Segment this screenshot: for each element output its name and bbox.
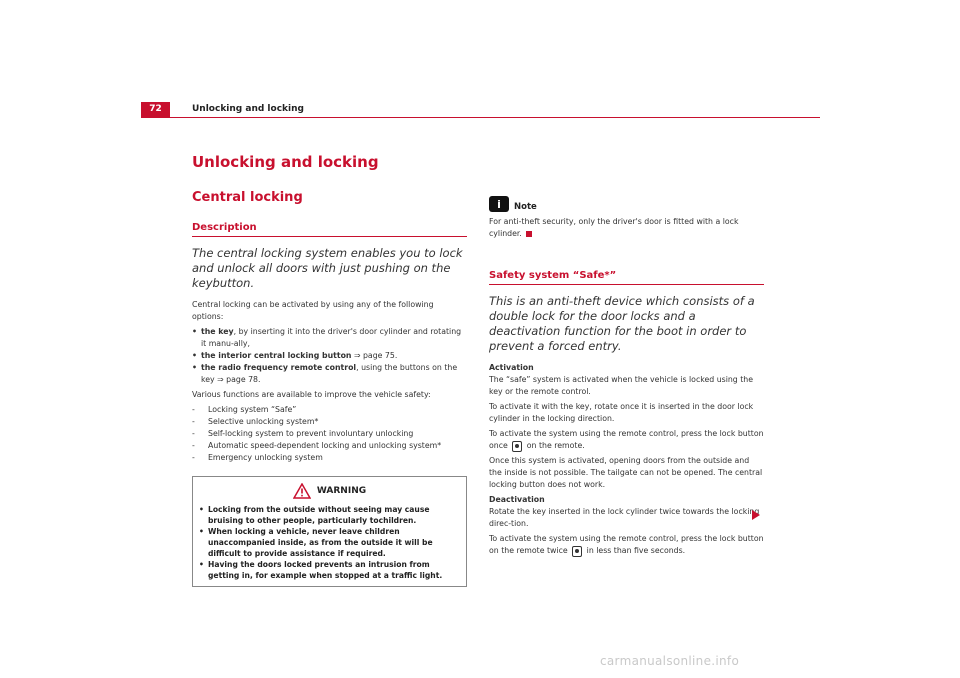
note-text: For anti-theft security, only the driver's door is fitted with a lock cylinder. [489, 217, 739, 238]
activation-text: The “safe” system is activated when the vehicle is locked using the key or the remote control. [489, 375, 754, 396]
function-text: Emergency unlocking system [208, 453, 323, 462]
activation-text-part: on the remote. [526, 441, 585, 450]
option-item [192, 350, 467, 362]
right-column [489, 196, 764, 560]
warning-title: WARNING [316, 486, 367, 496]
bullet-icon: • [192, 351, 197, 360]
activation-heading: Activation [489, 363, 534, 372]
function-item: - Self-locking system to prevent involuntary unlocking [192, 429, 414, 438]
header-rule [170, 117, 820, 118]
function-item: - Emergency unlocking system [192, 453, 323, 462]
left-column [192, 222, 467, 587]
deactivation-text: Rotate the key inserted in the lock cylinder twice towards the locking direc-tion. [489, 507, 760, 528]
deactivation-text [489, 533, 764, 557]
description-heading: Description [192, 222, 467, 237]
functions-intro: Various functions are available to improve the vehicle safety: [192, 390, 431, 399]
deactivation-text-part: in less than five seconds. [586, 546, 686, 555]
warning-item: • Having the doors locked prevents an intrusion from getting in, for example when stopped at a traffic light. [199, 559, 460, 581]
watermark: carmanualsonline.info [600, 654, 740, 668]
deactivation-heading: Deactivation [489, 495, 545, 504]
lock-button-icon [512, 441, 522, 452]
options-intro: Central locking can be activated by using any of the following options: [192, 300, 434, 321]
warning-item: • Locking from the outside without seeing may cause bruising to other people, particularly tochildren. [199, 504, 460, 526]
chapter-title: Unlocking and locking [192, 153, 379, 171]
bullet-icon: • [192, 327, 197, 336]
option-bold: the interior central locking button [201, 351, 352, 360]
bullet-icon: • [192, 363, 197, 372]
warning-triangle-icon [293, 483, 311, 499]
note-body [489, 216, 764, 240]
option-item [192, 326, 467, 350]
option-item [192, 362, 467, 386]
description-body [192, 299, 467, 464]
end-of-section-icon [526, 231, 532, 237]
lock-button-icon [572, 546, 582, 557]
option-text: , by inserting it into the driver's door cylinder and rotating it manu-ally, [201, 327, 462, 348]
safe-system-heading: Safety system “Safe*” [489, 270, 764, 285]
info-icon: i [489, 196, 509, 212]
section-title: Central locking [192, 190, 303, 205]
function-text: Self-locking system to prevent involuntary unlocking [208, 429, 414, 438]
description-lead: The central locking system enables you to lock and unlock all doors with just pushing on the keybutton. [192, 246, 463, 290]
warning-box [192, 476, 467, 587]
option-text: ⇒ page 75. [351, 351, 398, 360]
activation-text-part: To activate the system using the remote control, press the lock button once [489, 429, 764, 450]
next-page-arrow-icon[interactable] [752, 510, 760, 520]
activation-text: Once this system is activated, opening doors from the outside and the inside is not possible. The tailgate can not be opened. The central locking button does not work. [489, 456, 763, 489]
activation-text: To activate it with the key, rotate once it is inserted in the door lock cylinder in the locking direction. [489, 402, 754, 423]
deactivation-text-part: To activate the system using the remote control, press the lock button on the remote twice [489, 534, 764, 555]
function-text: Locking system “Safe” [208, 405, 297, 414]
warning-item: • When locking a vehicle, never leave children unaccompanied inside, as from the outside it will be difficult to provide assistance if required. [199, 526, 460, 559]
running-title: Unlocking and locking [192, 104, 304, 114]
safe-system-lead: This is an anti-theft device which consists of a double lock for the door locks and a deactivation function for the boot in order to prevent a forced entry. [489, 294, 755, 353]
safe-system-body [489, 362, 764, 557]
function-text: Selective unlocking system* [208, 417, 319, 426]
activation-text [489, 428, 764, 452]
note-title: Note [514, 202, 537, 212]
function-item: - Locking system “Safe” [192, 405, 297, 414]
option-bold: the radio frequency remote control [201, 363, 357, 372]
function-item: - Automatic speed-dependent locking and unlocking system* [192, 441, 442, 450]
option-bold: the key [201, 327, 234, 336]
note-header [489, 196, 764, 212]
warning-header [199, 483, 460, 499]
page-number: 72 [149, 104, 162, 114]
warning-text: Having the doors locked prevents an intrusion from getting in, for example when stopped at a traffic light. [208, 560, 443, 580]
option-text: , using the buttons on the key ⇒ page 78. [201, 363, 458, 384]
function-item: - Selective unlocking system* [192, 417, 319, 426]
warning-text: Locking from the outside without seeing may cause bruising to other people, particularly tochildren. [208, 505, 430, 525]
warning-text: When locking a vehicle, never leave children unaccompanied inside, as from the outside it will be difficult to provide assistance if required. [208, 527, 433, 558]
function-text: Automatic speed-dependent locking and unlocking system* [208, 441, 442, 450]
